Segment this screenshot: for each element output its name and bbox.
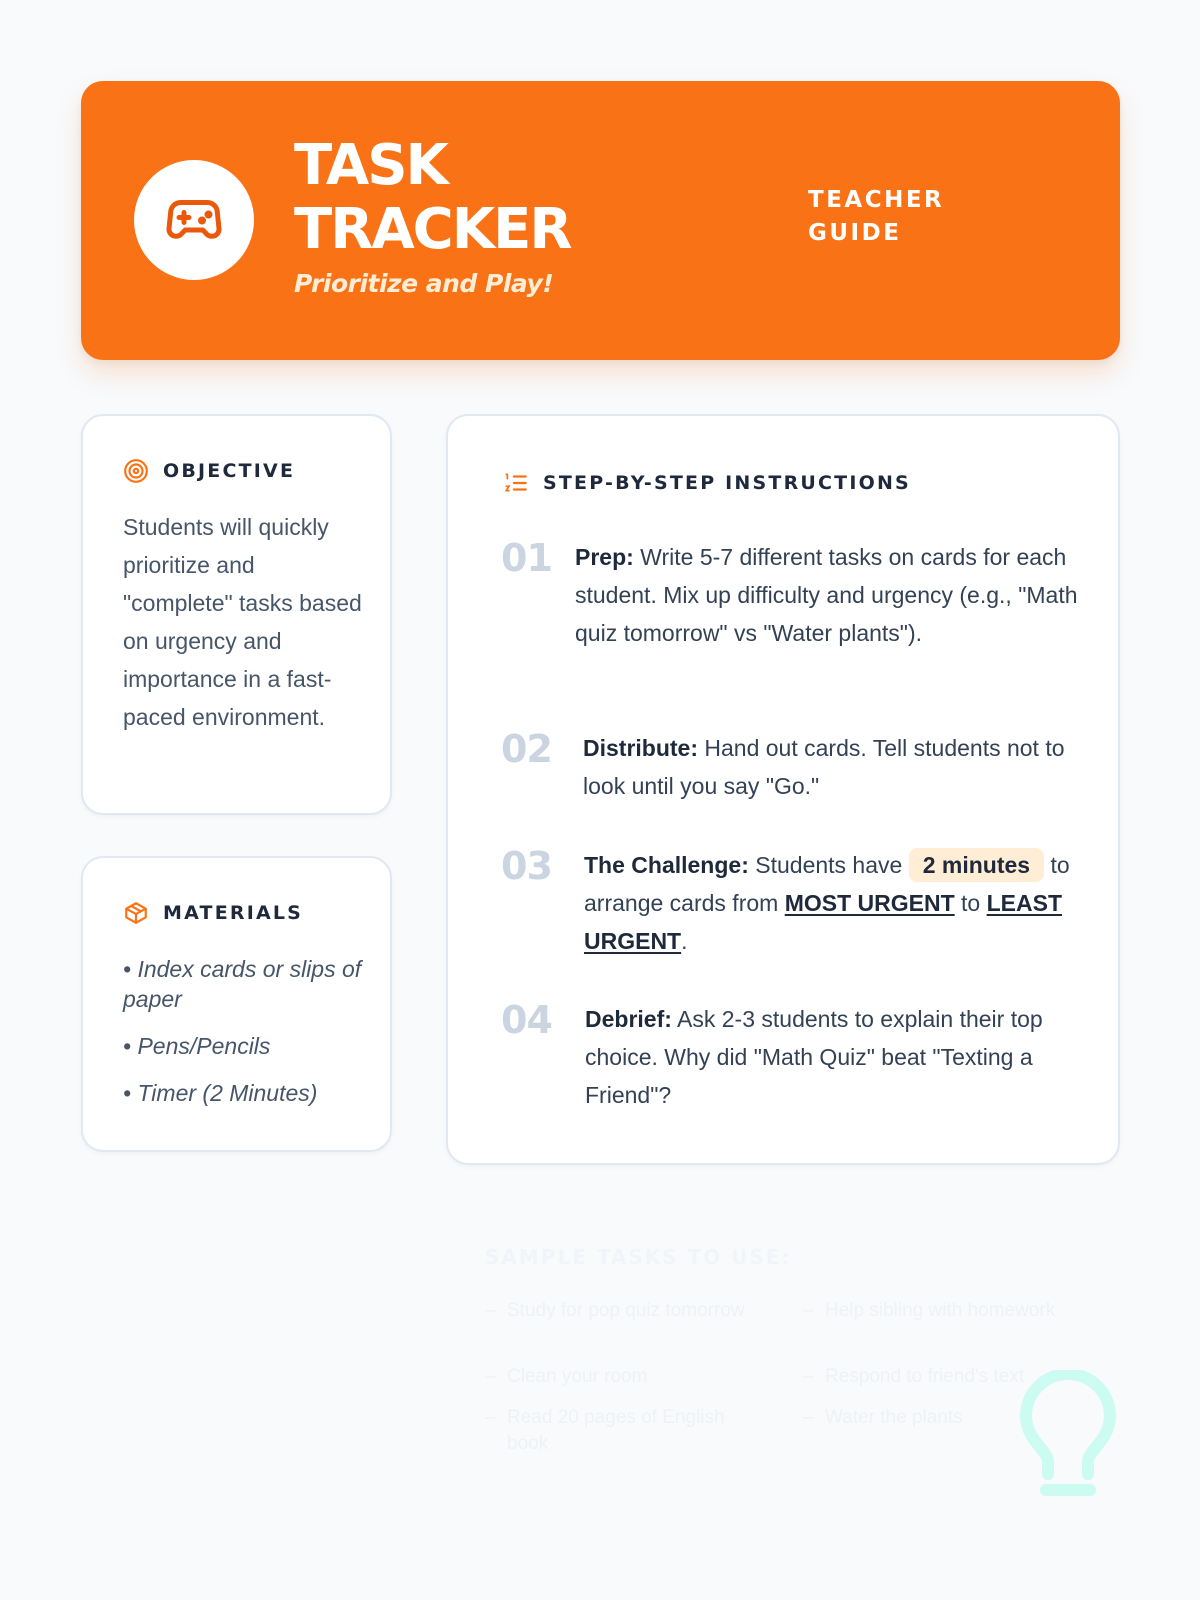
steps-heading bbox=[503, 470, 911, 496]
list-item: – Study for pop quiz tomorrow bbox=[485, 1298, 755, 1324]
emphasis-least-urgent: LEAST URGENT bbox=[584, 890, 1063, 954]
step-description: to bbox=[954, 890, 987, 916]
materials-list bbox=[123, 954, 373, 1125]
step-description: Students have bbox=[748, 852, 909, 878]
step-description: to arrange cards from bbox=[584, 852, 1070, 916]
step-label: Debrief: bbox=[585, 1006, 672, 1032]
objective-card bbox=[81, 414, 392, 815]
objective-heading bbox=[123, 458, 295, 484]
list-item: – Help sibling with homework bbox=[803, 1298, 1073, 1324]
guide-label-line-1: TEACHER bbox=[808, 187, 945, 213]
step-number: 01 bbox=[501, 536, 552, 580]
list-item: – Read 20 pages of English book bbox=[485, 1405, 755, 1457]
step-number: 03 bbox=[501, 844, 552, 888]
page-title-line-2: TRACKER bbox=[294, 197, 571, 262]
list-item: – Water the plants bbox=[803, 1405, 1073, 1431]
target-icon bbox=[123, 458, 149, 484]
materials-heading-label: MATERIALS bbox=[163, 902, 304, 924]
step-text bbox=[585, 1000, 1081, 1114]
step-label: Distribute: bbox=[583, 735, 698, 761]
lightbulb-icon bbox=[1018, 1370, 1118, 1498]
step-text bbox=[584, 846, 1081, 960]
step-description: . bbox=[681, 928, 688, 954]
steps-card bbox=[446, 414, 1120, 1165]
list-item: • Index cards or slips of paper bbox=[123, 954, 373, 1014]
step-text bbox=[575, 538, 1081, 652]
step-number: 02 bbox=[501, 727, 552, 771]
page-subtitle: Prioritize and Play! bbox=[294, 269, 554, 298]
list-item: • Timer (2 Minutes) bbox=[123, 1078, 373, 1108]
gamepad-icon bbox=[164, 190, 224, 250]
step-description: Hand out cards. Tell students not to look until you say "Go." bbox=[583, 735, 1065, 799]
step-label: The Challenge: bbox=[584, 852, 749, 878]
header-banner bbox=[81, 81, 1120, 360]
box-icon bbox=[123, 900, 149, 926]
guide-label bbox=[808, 184, 988, 250]
page-title-line-1: TASK bbox=[294, 133, 447, 198]
steps-heading-label: STEP-BY-STEP INSTRUCTIONS bbox=[543, 472, 911, 494]
time-highlight-badge: 2 minutes bbox=[909, 848, 1044, 882]
guide-label-line-2: GUIDE bbox=[808, 220, 902, 246]
objective-text: Students will quickly prioritize and "complete" tasks based on urgency and importance in a fast-paced environment. bbox=[123, 514, 362, 730]
materials-card bbox=[81, 856, 392, 1152]
list-ordered-icon bbox=[503, 470, 529, 496]
step-description: Ask 2-3 students to explain their top choice. Why did "Math Quiz" beat "Texting a Friend"? bbox=[585, 1006, 1043, 1108]
step-description: Write 5-7 different tasks on cards for each student. Mix up difficulty and urgency (e.g., "Math quiz tomorrow" vs "Water plants"). bbox=[575, 544, 1078, 646]
step-text bbox=[583, 729, 1081, 805]
list-item: – Clean your room bbox=[485, 1364, 755, 1390]
sample-tasks-heading: SAMPLE TASKS TO USE: bbox=[485, 1245, 792, 1269]
emphasis-most-urgent: MOST URGENT bbox=[784, 890, 955, 916]
objective-heading-label: OBJECTIVE bbox=[163, 460, 296, 482]
list-item: – Respond to friend's text bbox=[803, 1364, 1073, 1390]
list-item: • Pens/Pencils bbox=[123, 1031, 373, 1061]
step-label: Prep: bbox=[575, 544, 634, 570]
materials-heading bbox=[123, 900, 303, 926]
step-number: 04 bbox=[501, 998, 552, 1042]
logo-badge bbox=[134, 160, 254, 280]
